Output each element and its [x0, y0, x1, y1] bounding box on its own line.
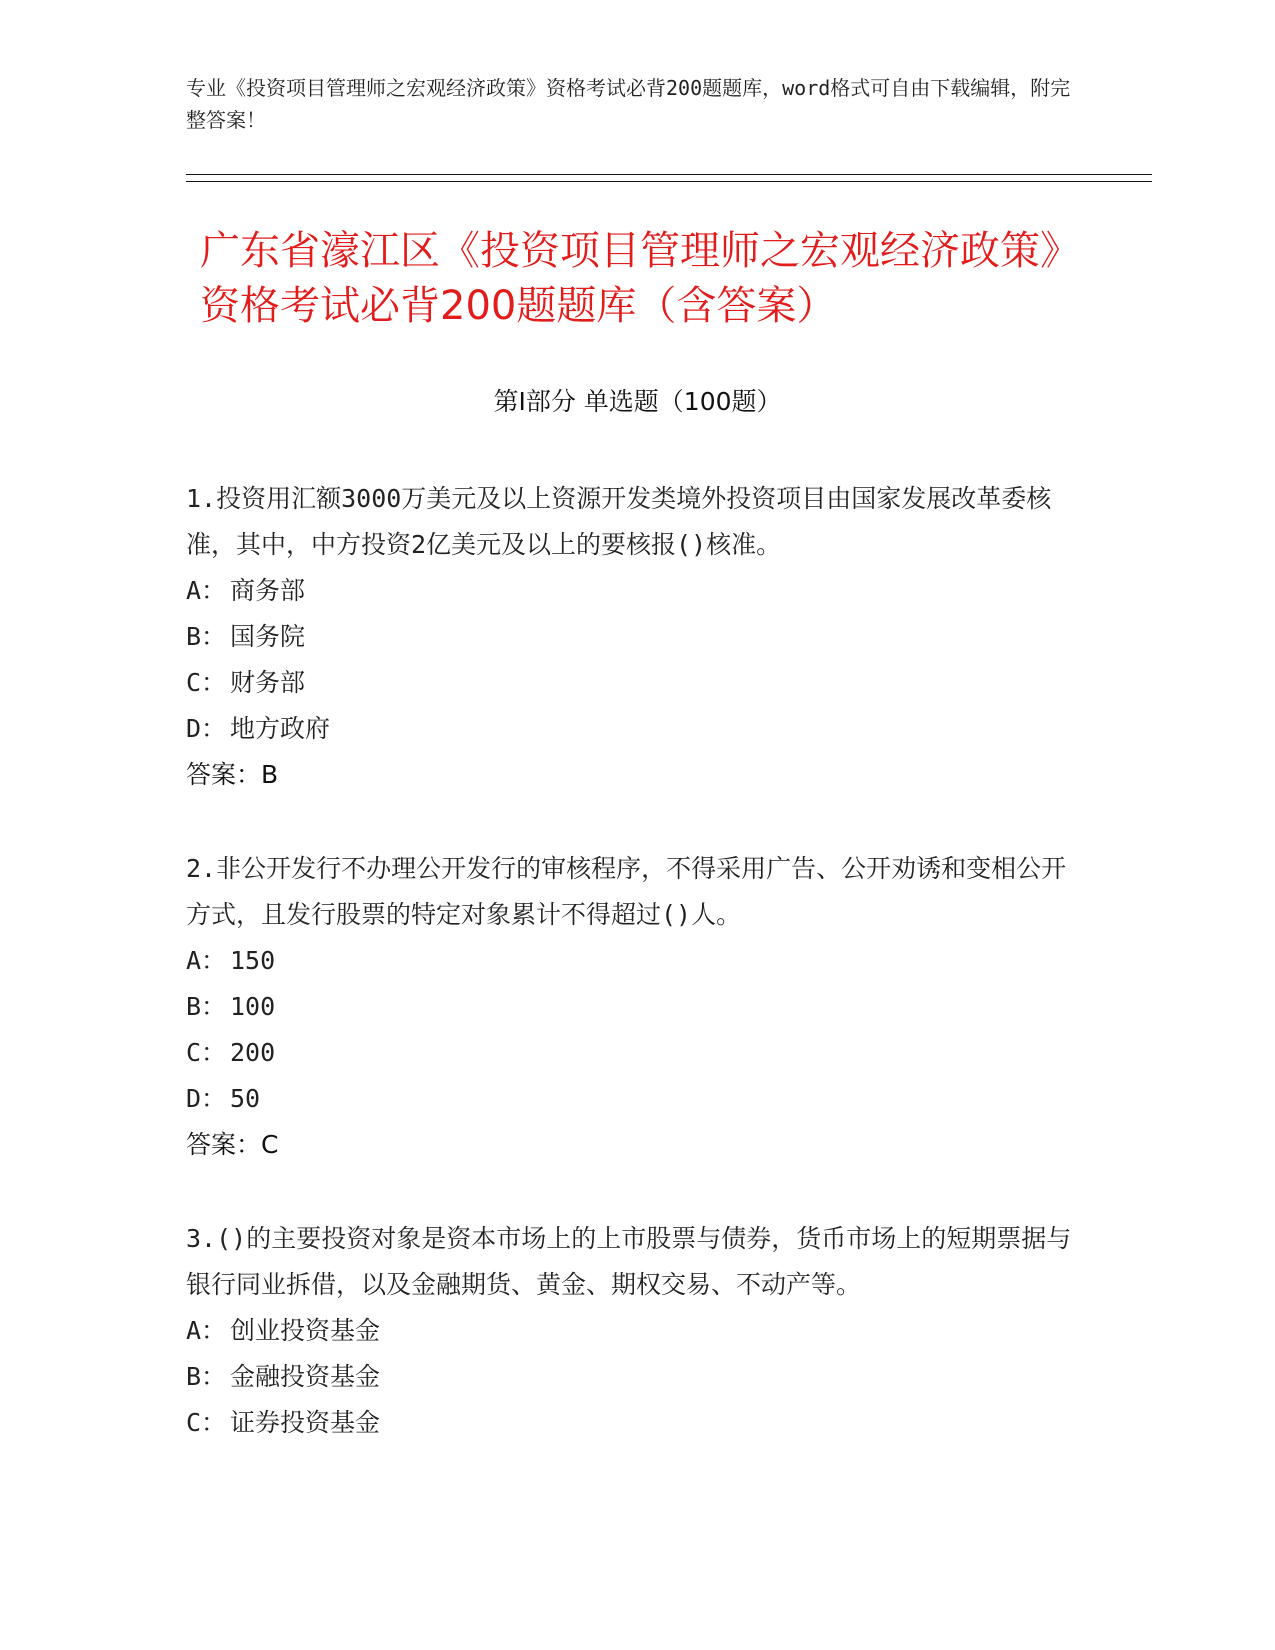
option-key: B：	[186, 622, 227, 651]
option-key: C：	[186, 1038, 227, 1067]
option-key: C：	[186, 668, 227, 697]
option-key: A：	[186, 946, 227, 975]
option-b	[186, 1354, 1086, 1400]
document-title: 广东省濠江区《投资项目管理师之宏观经济政策》资格考试必背200题题库（含答案）	[200, 228, 1080, 329]
option-text: 创业投资基金	[230, 1316, 381, 1345]
option-b	[186, 614, 1086, 660]
question-2	[186, 846, 1086, 1168]
option-c	[186, 1030, 1086, 1076]
option-key: D：	[186, 1084, 227, 1113]
option-a	[186, 568, 1086, 614]
option-c	[186, 1400, 1086, 1446]
answer-value: C	[261, 1130, 279, 1159]
option-text: 50	[230, 1084, 261, 1113]
option-text: 证券投资基金	[230, 1408, 381, 1437]
option-key: A：	[186, 576, 227, 605]
option-text: 150	[230, 946, 276, 975]
option-key: B：	[186, 992, 227, 1021]
question-stem: 1.投资用汇额3000万美元及以上资源开发类境外投资项目由国家发展改革委核准，其中，中方投资2亿美元及以上的要核报()核准。	[186, 484, 1052, 559]
option-text: 地方政府	[230, 714, 331, 743]
answer-label: 答案：	[186, 1130, 262, 1159]
option-key: D：	[186, 714, 227, 743]
option-a	[186, 1308, 1086, 1354]
header-divider-top	[186, 174, 1152, 175]
option-text: 100	[230, 992, 276, 1021]
answer-line	[186, 1122, 1086, 1168]
option-key: B：	[186, 1362, 227, 1391]
question-stem: 3.()的主要投资对象是资本市场上的上市股票与债券，货币市场上的短期票据与银行同业拆借，以及金融期货、黄金、期权交易、不动产等。	[186, 1224, 1072, 1299]
option-text: 金融投资基金	[230, 1362, 381, 1391]
answer-label: 答案：	[186, 760, 262, 789]
option-a	[186, 938, 1086, 984]
option-d	[186, 706, 1086, 752]
answer-line	[186, 752, 1086, 798]
option-text: 200	[230, 1038, 276, 1067]
option-d	[186, 1076, 1086, 1122]
header-note: 专业《投资项目管理师之宏观经济政策》资格考试必背200题题库，word格式可自由下载编辑，附完整答案！	[186, 76, 1071, 132]
question-stem: 2.非公开发行不办理公开发行的审核程序，不得采用广告、公开劝诱和变相公开方式，且发行股票的特定对象累计不得超过()人。	[186, 854, 1067, 929]
question-list	[186, 476, 1086, 1494]
option-key: A：	[186, 1316, 227, 1345]
answer-value: B	[261, 760, 279, 789]
option-text: 财务部	[230, 668, 306, 697]
option-b	[186, 984, 1086, 1030]
header-divider-bottom	[186, 181, 1152, 182]
option-text: 国务院	[230, 622, 306, 651]
option-key: C：	[186, 1408, 227, 1437]
question-1	[186, 476, 1086, 798]
option-text: 商务部	[230, 576, 306, 605]
question-3	[186, 1216, 1086, 1446]
option-c	[186, 660, 1086, 706]
section-title: 第Ⅰ部分 单选题（100题）	[493, 387, 782, 416]
